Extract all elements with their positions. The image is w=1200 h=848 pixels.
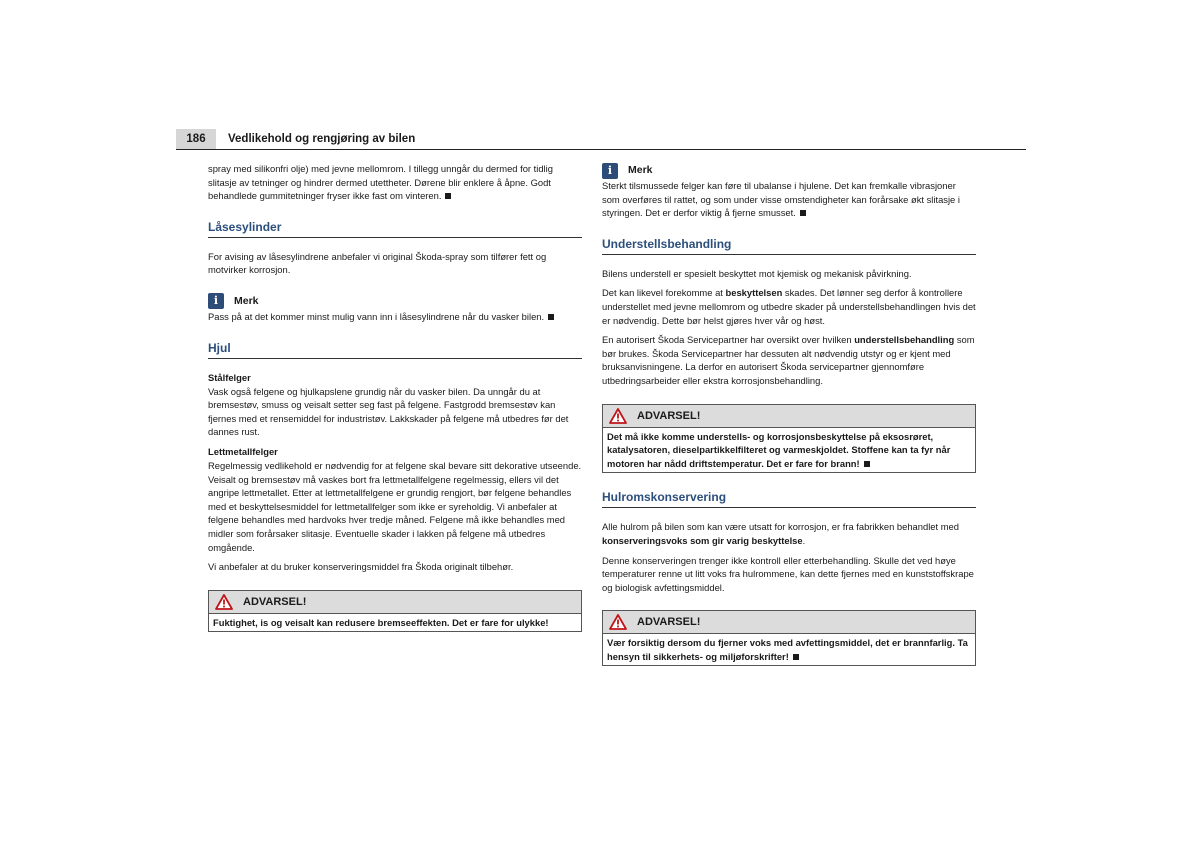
note-title: Merk: [628, 164, 653, 176]
subheading-lettmetallfelger: Lettmetallfelger: [208, 445, 278, 457]
note-header: [208, 293, 582, 310]
note-text: Pass på at det kommer minst mulig vann inn i låsesylindrene når du vasker bilen.: [208, 310, 582, 324]
hulrom-paragraph-2: Denne konserveringen trenger ikke kontroll eller etterbehandling. Skulle det ved høye temperaturer renne ut litt voks fra hulrommene, kan dette fjernes med en kunststoffskrape og biologisk avfettingsmiddel.: [602, 554, 974, 593]
note-title: Merk: [234, 294, 259, 307]
laasesylinder-paragraph: For avising av låsesylindrene anbefaler vi original Škoda-spray som tilfører fett og motvirker korrosjon.: [208, 250, 547, 276]
tilbehoer-paragraph: Vi anbefaler at du bruker konserveringsmiddel fra Škoda originalt tilbehør.: [208, 561, 514, 573]
left-column: [208, 162, 582, 632]
staalfelger-paragraph: Vask også felgene og hjulkapslene grundig når du vasker bilen. Da unngår du at bremsestøv, smuss og veisalt setter seg fast på felgene. Fastgrodd bremsestøv kan fjernes med et rensemiddel for industristøv. Lakkskader på felgene må utbedres før det dannes rust.: [208, 385, 569, 438]
warning-header: [603, 405, 975, 427]
lettmetallfelger-paragraph: Regelmessig vedlikehold er nødvendig for at felgene skal bevare sitt dekorative utseende. Veisalt og bremsestøv må vaskes bort fra lettmetallfelgene regelmessig, ellers vil det angripe lettmetallet. Etter at lettmetallfelgene er grundig rengjort, bør felgene behandles med et beskyttelsesmiddel for lettmetallfelger som ikke er syreholdig. Vi anbefaler at felgene behandles med hardvoks hver tredje måned. Felgene må ikke behandles med midler som forårsaker slitasje. Eventuelle skader i lakken på felgene må utbedres omgående.: [208, 459, 582, 553]
section-heading-hjul: Hjul: [208, 340, 582, 359]
warning-title: ADVARSEL!: [637, 409, 701, 422]
warning-triangle-icon: [609, 614, 627, 630]
info-icon: i: [208, 293, 224, 309]
hulrom-paragraph-1: Alle hulrom på bilen som kan være utsatt for korrosjon, er fra fabrikken behandlet med konserveringsvoks som gir varig beskyttelse.: [602, 521, 959, 546]
intro-paragraph: spray med silikonfri olje) med jevne mellomrom. I tillegg unngår du dermed for tidlig slitasje av tetninger og hindrer dermed utettheter. Dørene blir enklere å åpne. Godt behandlede gummitetninger fryser ikke fast om vinteren.: [208, 163, 553, 202]
end-marker: [864, 461, 870, 467]
warning-title: ADVARSEL!: [243, 595, 307, 608]
warning-text: Det må ikke komme understells- og korrosjonsbeskyttelse på eksosrøret, katalysatoren, dieselpartikkelfilteret og varmeskjoldet. Stoffene kan ta fyr når motoren har nådd driftstemperatur. Det er fare for brann!: [607, 430, 951, 469]
warning-header: [603, 611, 975, 633]
warning-triangle-icon: [609, 408, 627, 424]
end-marker: [548, 314, 554, 320]
warning-header: [209, 591, 581, 613]
section-heading-laasesylinder: Låsesylinder: [208, 219, 582, 238]
warning-body: [209, 613, 581, 632]
warning-box: [602, 404, 976, 474]
chapter-title: Vedlikehold og rengjøring av bilen: [228, 133, 416, 145]
understell-paragraph-3: En autorisert Škoda Servicepartner har oversikt over hvilken understellsbehandling som bør brukes. Škoda Servicepartner har dessuten alt nødvendig utstyr og er kjent med bruksanvisningene. La derfor en autorisert Škoda servicepartner gjennomføre utbedringsarbeider eller ekstra korrosjonsbehandling.: [602, 334, 975, 386]
understell-paragraph-2: Det kan likevel forekomme at beskyttelsen skades. Det lønner seg derfor å kontrollere understellet med jevne mellomrom og utbedre skader på understellsbehandlingen hvis det er nødvendig. Dette bør helst gjøres hver vår og høst.: [602, 287, 976, 326]
warning-body: [603, 633, 975, 665]
warning-title: ADVARSEL!: [637, 616, 701, 629]
section-heading-understell: Understellsbehandling: [602, 236, 976, 255]
end-marker: [800, 210, 806, 216]
warning-box: [602, 610, 976, 666]
right-column: [602, 162, 976, 666]
warning-body: [603, 427, 975, 473]
page-header: [176, 127, 1026, 150]
warning-box: [208, 590, 582, 633]
note-header: [602, 162, 976, 179]
subheading-staalfelger: Stålfelger: [208, 371, 251, 383]
info-icon: i: [602, 163, 618, 179]
warning-text: Vær forsiktig dersom du fjerner voks med avfettingsmiddel, det er brannfarlig. Ta hensyn til sikkerhets- og miljøforskrifter!: [607, 637, 968, 662]
page-number: 186: [176, 129, 216, 149]
section-heading-hulrom: Hulromskonservering: [602, 489, 976, 508]
note-text: Sterkt tilsmussede felger kan føre til ubalanse i hjulene. Det kan fremkalle vibrasjoner som overføres til rattet, og som under visse omstendigheter kan forårsake økt slitasje i styringen. Det er derfor viktig å fjerne smusset.: [602, 180, 960, 219]
warning-triangle-icon: [215, 594, 233, 610]
end-marker: [445, 193, 451, 199]
end-marker: [793, 654, 799, 660]
warning-text: Fuktighet, is og veisalt kan redusere bremseeffekten. Det er fare for ulykke!: [213, 616, 549, 628]
understell-paragraph-1: Bilens understell er spesielt beskyttet mot kjemisk og mekanisk påvirkning.: [602, 267, 912, 279]
